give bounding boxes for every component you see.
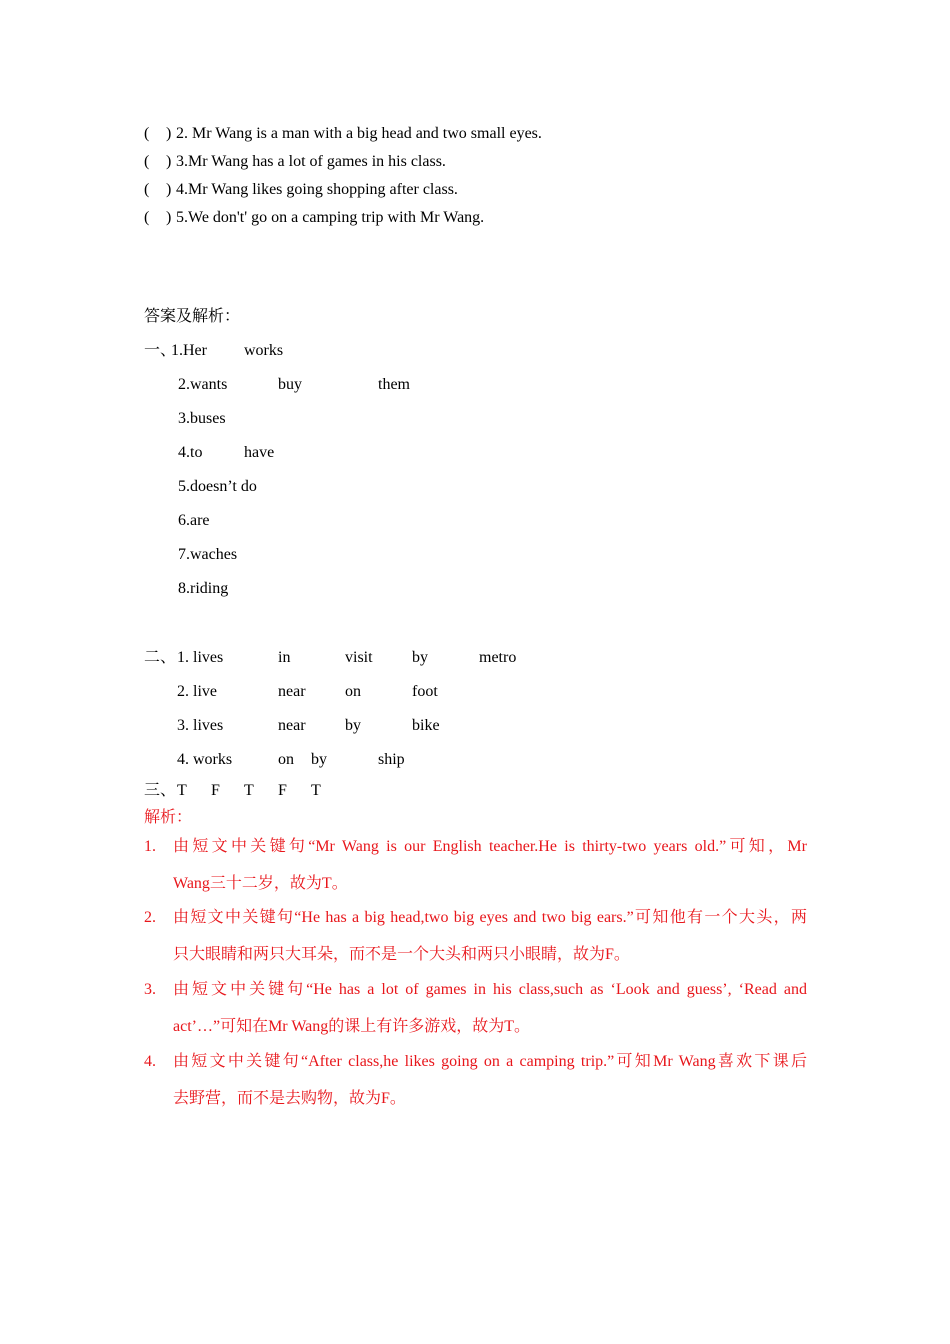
explanation-number: 3.	[144, 981, 156, 998]
answer-word: 2.wants	[178, 376, 228, 393]
answer-word: 3. lives	[177, 717, 224, 734]
part1-row-2	[0, 375, 600, 395]
question-text: 3.Mr Wang has a lot of games in his class.	[176, 153, 446, 170]
explanation-line: 由短文中关键句“He has a big head,two big eyes and two big ears.”可知他有一个大头，两	[173, 909, 807, 926]
part1-row-3	[0, 409, 600, 429]
part1-row-6	[0, 511, 600, 531]
answer-word: visit	[345, 649, 373, 666]
answer-word: on	[345, 683, 361, 700]
answer-bracket-close: )	[166, 209, 172, 226]
explanation-line: 由短文中关键句“He has a lot of games in his class,such as ‘Look and guess’, ‘Read and	[173, 981, 807, 998]
answer-word: by	[412, 649, 428, 666]
part2-prefix: 二、	[144, 649, 177, 666]
answer-word: by	[345, 717, 361, 734]
answer-letter: F	[278, 782, 287, 799]
answer-letter: T	[244, 782, 254, 799]
explanation-number: 4.	[144, 1053, 156, 1070]
question-text: 4.Mr Wang likes going shopping after class.	[176, 181, 458, 198]
part2-row-2	[0, 682, 600, 702]
answers-heading: 答案及解析：	[144, 308, 241, 325]
answer-word: ship	[378, 751, 405, 768]
question-text: 2. Mr Wang is a man with a big head and two small eyes.	[176, 125, 542, 142]
answer-word: in	[278, 649, 291, 666]
answer-letter: T	[177, 782, 187, 799]
tf-question-4	[144, 180, 744, 200]
part2-row-4	[0, 750, 600, 770]
part1-row-7	[0, 545, 600, 565]
explanation-number: 2.	[144, 909, 156, 926]
part1-row-8	[0, 579, 600, 599]
answer-word: bike	[412, 717, 440, 734]
explanation-line: 由短文中关键句“After class,he likes going on a camping trip.”可知Mr Wang喜欢下课后	[173, 1053, 807, 1070]
answer-word: 6.are	[178, 512, 210, 529]
answer-word: metro	[479, 649, 517, 666]
answer-word: 5.doesn’t do	[178, 478, 257, 495]
tf-question-2	[144, 124, 744, 144]
question-text: 5.We don't' go on a camping trip with Mr Wang.	[176, 209, 485, 226]
answer-bracket-open: (	[144, 153, 150, 170]
part2-row-1	[0, 648, 600, 668]
tf-question-3	[144, 152, 744, 172]
answer-word: them	[378, 376, 410, 393]
answer-word: 1. lives	[177, 649, 224, 666]
answer-bracket-close: )	[166, 181, 172, 198]
answer-word: 4. works	[177, 751, 233, 768]
answer-bracket-open: (	[144, 125, 150, 142]
answer-word: 8.riding	[178, 580, 229, 597]
explanation-line: 去野营，而不是去购物，故为F。	[173, 1090, 406, 1107]
part1-prefix: 一、	[144, 342, 177, 359]
explanation-number: 1.	[144, 838, 156, 855]
answer-word: have	[244, 444, 275, 461]
part2-row-3	[0, 716, 600, 736]
explanation-line: 只大眼睛和两只大耳朵，而不是一个大头和两只小眼睛，故为F。	[173, 946, 630, 963]
answer-word: by	[311, 751, 327, 768]
explanation-line: Wang三十二岁，故为T。	[173, 875, 348, 892]
answer-letter: T	[311, 782, 321, 799]
analysis-heading: 解析：	[144, 809, 193, 826]
part1-row-5	[0, 477, 600, 497]
answer-word: 2. live	[177, 683, 217, 700]
part3-row	[0, 781, 600, 801]
answer-word: foot	[412, 683, 438, 700]
part3-prefix: 三、	[144, 782, 177, 799]
answer-bracket-close: )	[166, 125, 172, 142]
answer-word: near	[278, 683, 306, 700]
part1-row-1	[0, 341, 600, 361]
answer-letter: F	[211, 782, 220, 799]
answer-word: near	[278, 717, 306, 734]
answer-bracket-open: (	[144, 209, 150, 226]
tf-question-5	[144, 208, 744, 228]
answer-bracket-close: )	[166, 153, 172, 170]
answer-bracket-open: (	[144, 181, 150, 198]
answer-word: works	[244, 342, 284, 359]
part1-row-4	[0, 443, 600, 463]
answer-word: buy	[278, 376, 302, 393]
answer-word: on	[278, 751, 294, 768]
answer-word: 4.to	[178, 444, 203, 461]
answer-word: 3.buses	[178, 410, 226, 427]
explanation-line: act’…”可知在Mr Wang的课上有许多游戏，故为T。	[173, 1018, 531, 1035]
answer-word: 7.waches	[178, 546, 238, 563]
explanation-line: 由短文中关键句“Mr Wang is our English teacher.He is thirty-two years old.”可知，Mr	[173, 838, 807, 855]
answer-word: 1.Her	[171, 342, 207, 359]
